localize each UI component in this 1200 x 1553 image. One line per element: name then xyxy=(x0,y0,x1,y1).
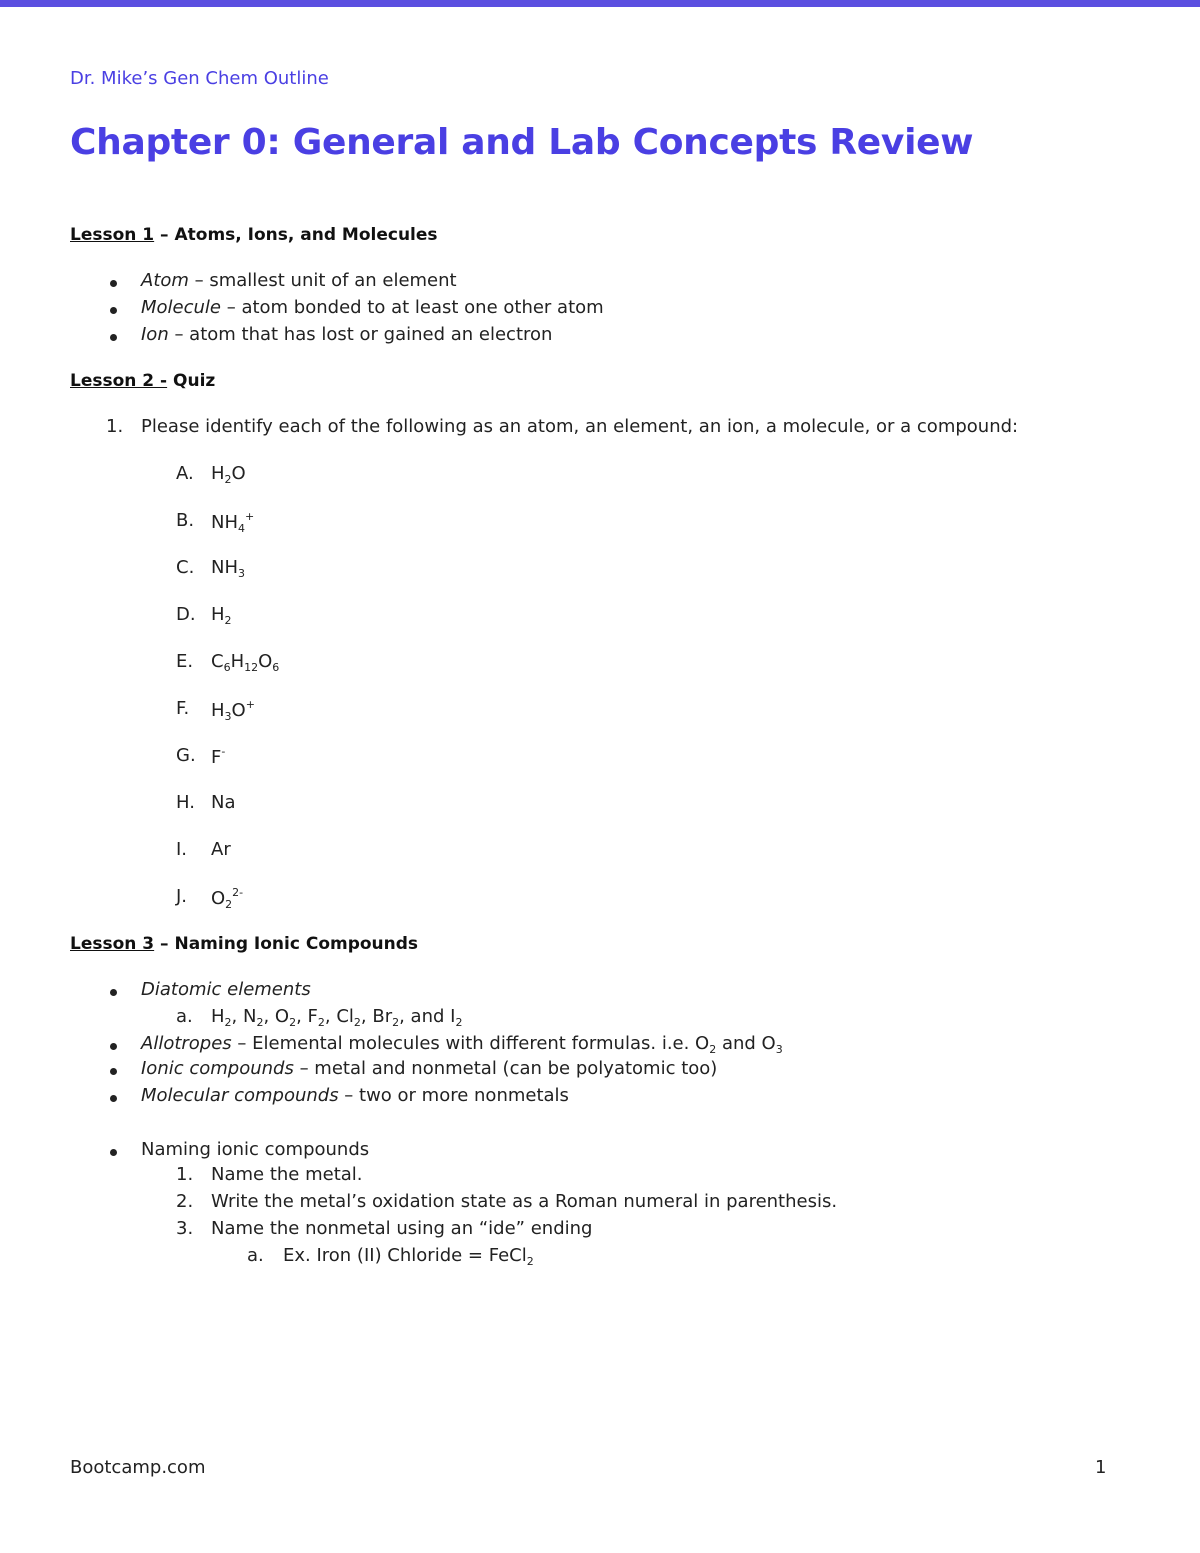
naming-heading: Naming ionic compounds xyxy=(141,1139,370,1160)
option-formula xyxy=(211,698,255,723)
footer-site: Bootcamp.com xyxy=(70,1457,206,1478)
option-formula xyxy=(211,651,279,674)
subscript: 2 xyxy=(225,898,233,911)
term: Molecular compounds xyxy=(141,1085,339,1106)
formula-text: O xyxy=(258,651,273,672)
subscript: 6 xyxy=(272,661,280,674)
subscript: 2 xyxy=(392,1016,400,1029)
list-item xyxy=(141,324,552,345)
step-number: 2. xyxy=(176,1191,194,1212)
term: Allotropes xyxy=(141,1033,232,1054)
list-item xyxy=(141,1033,783,1056)
option-letter: E. xyxy=(176,651,194,672)
superscript: + xyxy=(245,698,255,711)
option-letter: D. xyxy=(176,604,196,625)
option-formula xyxy=(211,557,245,580)
formula-text: Ex. Iron (II) Chloride = FeCl xyxy=(283,1245,527,1266)
option-letter: H. xyxy=(176,792,195,813)
subscript: 2 xyxy=(317,1016,325,1029)
lesson-2-title: Quiz xyxy=(167,371,216,391)
term: Ionic compounds xyxy=(141,1058,294,1079)
formula-text: H xyxy=(211,700,225,721)
step-number: 1. xyxy=(176,1164,194,1185)
formula-text: O xyxy=(211,888,226,909)
subscript: 2 xyxy=(455,1016,463,1029)
formula-text: NH xyxy=(211,512,238,533)
formula-text: , O xyxy=(263,1006,290,1027)
term: Atom xyxy=(141,270,189,291)
list-item xyxy=(141,1058,717,1079)
sub-item-letter: a. xyxy=(176,1006,193,1027)
list-item xyxy=(141,270,457,291)
definition: – smallest unit of an element xyxy=(188,270,457,291)
subscript: 3 xyxy=(775,1043,783,1056)
option-formula xyxy=(211,745,225,768)
formula-text: O xyxy=(231,463,246,484)
lesson-1-title: – Atoms, Ions, and Molecules xyxy=(154,225,438,245)
example-letter: a. xyxy=(247,1245,264,1266)
term: Molecule xyxy=(141,297,221,318)
list-item xyxy=(141,297,604,318)
term: Ion xyxy=(141,324,169,345)
top-accent-bar xyxy=(0,0,1200,7)
subscript: 6 xyxy=(223,661,231,674)
subscript: 2 xyxy=(526,1255,534,1268)
formula-text: and O xyxy=(716,1033,776,1054)
lesson-3-label: Lesson 3 xyxy=(70,934,155,954)
option-letter: F. xyxy=(176,698,190,719)
formula-text: , F xyxy=(296,1006,318,1027)
option-formula xyxy=(211,792,236,813)
subscript: 2 xyxy=(353,1016,361,1029)
formula-text: NH xyxy=(211,557,238,578)
example-text xyxy=(283,1245,534,1268)
option-formula xyxy=(211,886,243,911)
option-letter: G. xyxy=(176,745,196,766)
question-text: Please identify each of the following as an atom, an element, an ion, a molecule, or a compound: xyxy=(141,416,1019,437)
formula-text: , N xyxy=(231,1006,257,1027)
superscript: - xyxy=(221,745,226,758)
lesson-3-heading xyxy=(70,934,418,954)
lesson-3-title: – Naming Ionic Compounds xyxy=(154,934,419,954)
option-letter: J. xyxy=(176,886,188,907)
lesson-1-heading xyxy=(70,225,438,245)
option-formula xyxy=(211,839,231,860)
definition: – atom that has lost or gained an electron xyxy=(168,324,553,345)
definition: – two or more nonmetals xyxy=(338,1085,569,1106)
lesson-2-label: Lesson 2 - xyxy=(70,371,168,391)
subscript: 2 xyxy=(224,614,232,627)
formula-text: , Br xyxy=(360,1006,393,1027)
list-item xyxy=(141,1139,369,1160)
superscript: + xyxy=(245,510,255,523)
question-number: 1. xyxy=(106,416,124,437)
formula-text: Na xyxy=(211,792,236,813)
formula-text: H xyxy=(211,463,225,484)
subscript: 2 xyxy=(224,473,232,486)
definition xyxy=(232,1033,783,1054)
subscript: 4 xyxy=(238,522,245,535)
list-item xyxy=(141,1085,569,1106)
option-letter: A. xyxy=(176,463,194,484)
document-subtitle: Dr. Mike’s Gen Chem Outline xyxy=(70,68,329,89)
subscript: 2 xyxy=(224,1016,232,1029)
footer-page-number: 1 xyxy=(1095,1457,1107,1478)
subscript: 3 xyxy=(224,710,232,723)
formula-text: Ar xyxy=(211,839,231,860)
subscript: 3 xyxy=(238,567,245,580)
formula-text: , Cl xyxy=(324,1006,354,1027)
formula-text: H xyxy=(211,1006,225,1027)
superscript: 2- xyxy=(232,886,244,899)
option-letter: I. xyxy=(176,839,188,860)
list-item xyxy=(141,979,311,1000)
option-formula xyxy=(211,510,254,535)
subscript: 12 xyxy=(244,661,259,674)
option-letter: C. xyxy=(176,557,195,578)
step-text: Name the nonmetal using an “ide” ending xyxy=(211,1218,593,1239)
step-text: Name the metal. xyxy=(211,1164,363,1185)
formula-text: H xyxy=(230,651,245,672)
option-formula xyxy=(211,463,246,486)
lesson-1-label: Lesson 1 xyxy=(70,225,155,245)
step-number: 3. xyxy=(176,1218,194,1239)
formula-text: , and I xyxy=(399,1006,456,1027)
definition: – atom bonded to at least one other atom xyxy=(221,297,604,318)
chapter-title: Chapter 0: General and Lab Concepts Review xyxy=(70,122,974,163)
formula-text: H xyxy=(211,604,225,625)
subscript: 2 xyxy=(289,1016,297,1029)
term: Diatomic elements xyxy=(141,979,311,1000)
diatomic-list xyxy=(211,1006,462,1029)
formula-text: – Elemental molecules with different formulas. i.e. O xyxy=(231,1033,710,1054)
subscript: 2 xyxy=(256,1016,264,1029)
subscript: 2 xyxy=(709,1043,717,1056)
lesson-2-heading xyxy=(70,371,215,391)
formula-text: O xyxy=(231,700,246,721)
option-formula xyxy=(211,604,232,627)
definition: – metal and nonmetal (can be polyatomic too) xyxy=(293,1058,718,1079)
option-letter: B. xyxy=(176,510,195,531)
formula-text: C xyxy=(211,651,224,672)
formula-text: F xyxy=(211,747,222,768)
step-text: Write the metal’s oxidation state as a Roman numeral in parenthesis. xyxy=(211,1191,838,1212)
